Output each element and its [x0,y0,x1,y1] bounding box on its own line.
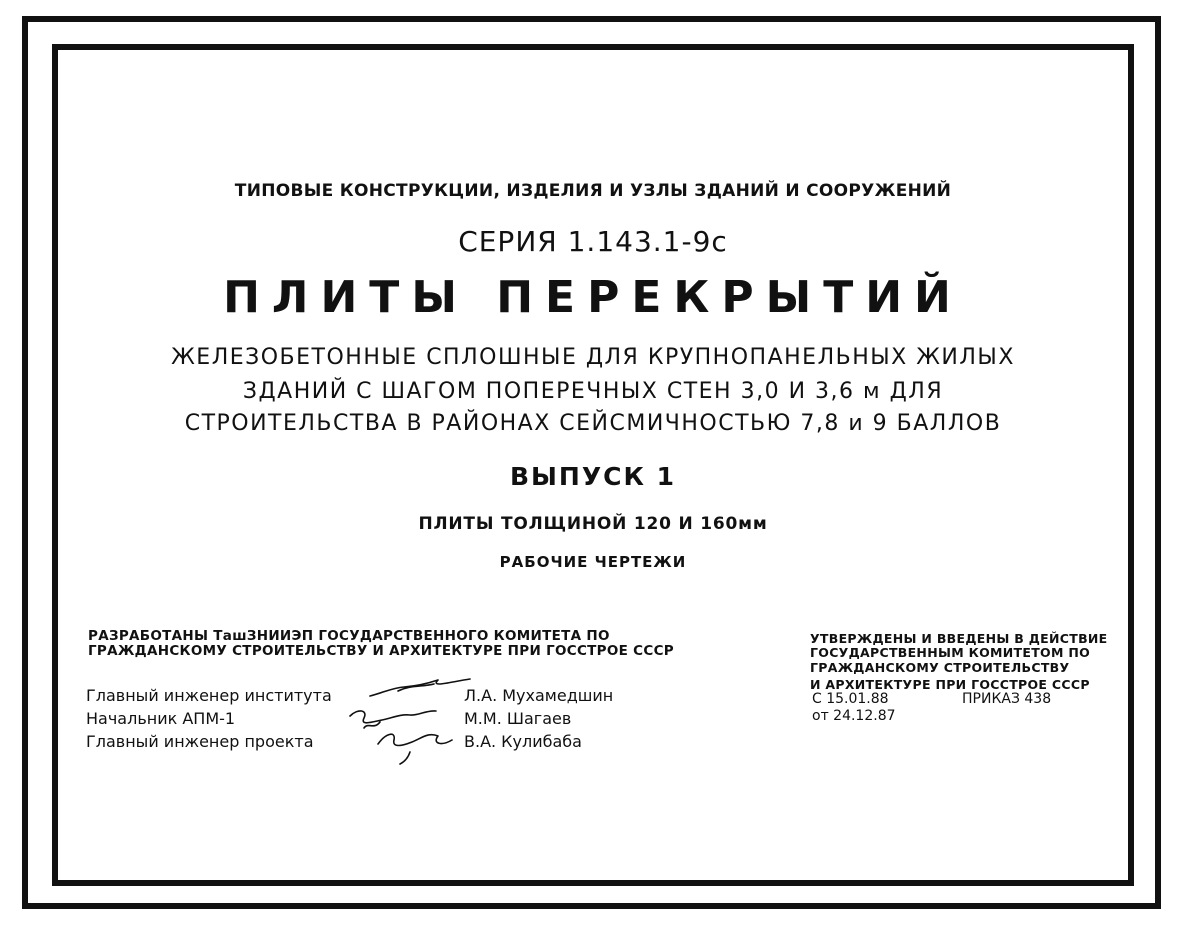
signatory-name: Л.А. Мухамедшин [464,686,614,705]
document-title: ПЛИТЫ ПЕРЕКРЫТИЙ [223,272,963,323]
collection-title: ТИПОВЫЕ КОНСТРУКЦИИ, ИЗДЕЛИЯ И УЗЛЫ ЗДАНИЙ И СООРУЖЕНИЙ [234,181,952,201]
signatory-role: Главный инженер проекта [86,732,314,751]
issue-subtitle: ПЛИТЫ ТОЛЩИНОЙ 120 И 160мм [418,514,768,534]
signatory-role: Главный инженер института [86,686,332,705]
handwritten-signatures [330,670,475,765]
subtitle-line: ЗДАНИЙ С ШАГОМ ПОПЕРЕЧНЫХ СТЕН 3,0 И 3,6 м ДЛЯ [242,379,944,404]
signature-2 [350,711,436,728]
issue-label: ВЫПУСК 1 [509,462,677,491]
signature-1 [370,679,470,696]
order-date: от 24.12.87 [812,708,896,724]
signatory-name: В.А. Кулибаба [464,732,582,751]
developer-line: РАЗРАБОТАНЫ ТашЗНИИЭП ГОСУДАРСТВЕННОГО КОМИТЕТА ПО [88,628,610,644]
signatory-name: М.М. Шагаев [464,709,572,728]
signature-3 [378,734,452,764]
developer-line: ГРАЖДАНСКОМУ СТРОИТЕЛЬСТВУ И АРХИТЕКТУРЕ ПРИ ГОССТРОЕ СССР [88,643,674,659]
approval-date-row [812,691,1052,707]
approval-order-date-row [812,708,896,724]
signatory-role: Начальник АПМ-1 [86,709,236,728]
order-number: ПРИКАЗ 438 [962,691,1052,707]
approval-line: И АРХИТЕКТУРЕ ПРИ ГОССТРОЕ СССР [810,677,1090,692]
approval-line: ГРАЖДАНСКОМУ СТРОИТЕЛЬСТВУ [810,660,1070,675]
approval-line: ГОСУДАРСТВЕННЫМ КОМИТЕТОМ ПО [810,645,1091,660]
approval-line: УТВЕРЖДЕНЫ И ВВЕДЕНЫ В ДЕЙСТВИЕ [810,631,1108,646]
subtitle-line: СТРОИТЕЛЬСТВА В РАЙОНАХ СЕЙСМИЧНОСТЬЮ 7,8 и 9 БАЛЛОВ [184,411,1002,436]
subtitle-line: ЖЕЛЕЗОБЕТОННЫЕ СПЛОШНЫЕ ДЛЯ КРУПНОПАНЕЛЬНЫХ ЖИЛЫХ [171,345,1015,370]
effective-date: С 15.01.88 [812,691,889,707]
document-type: РАБОЧИЕ ЧЕРТЕЖИ [499,553,687,571]
series-number: СЕРИЯ 1.143.1-9с [458,225,728,258]
